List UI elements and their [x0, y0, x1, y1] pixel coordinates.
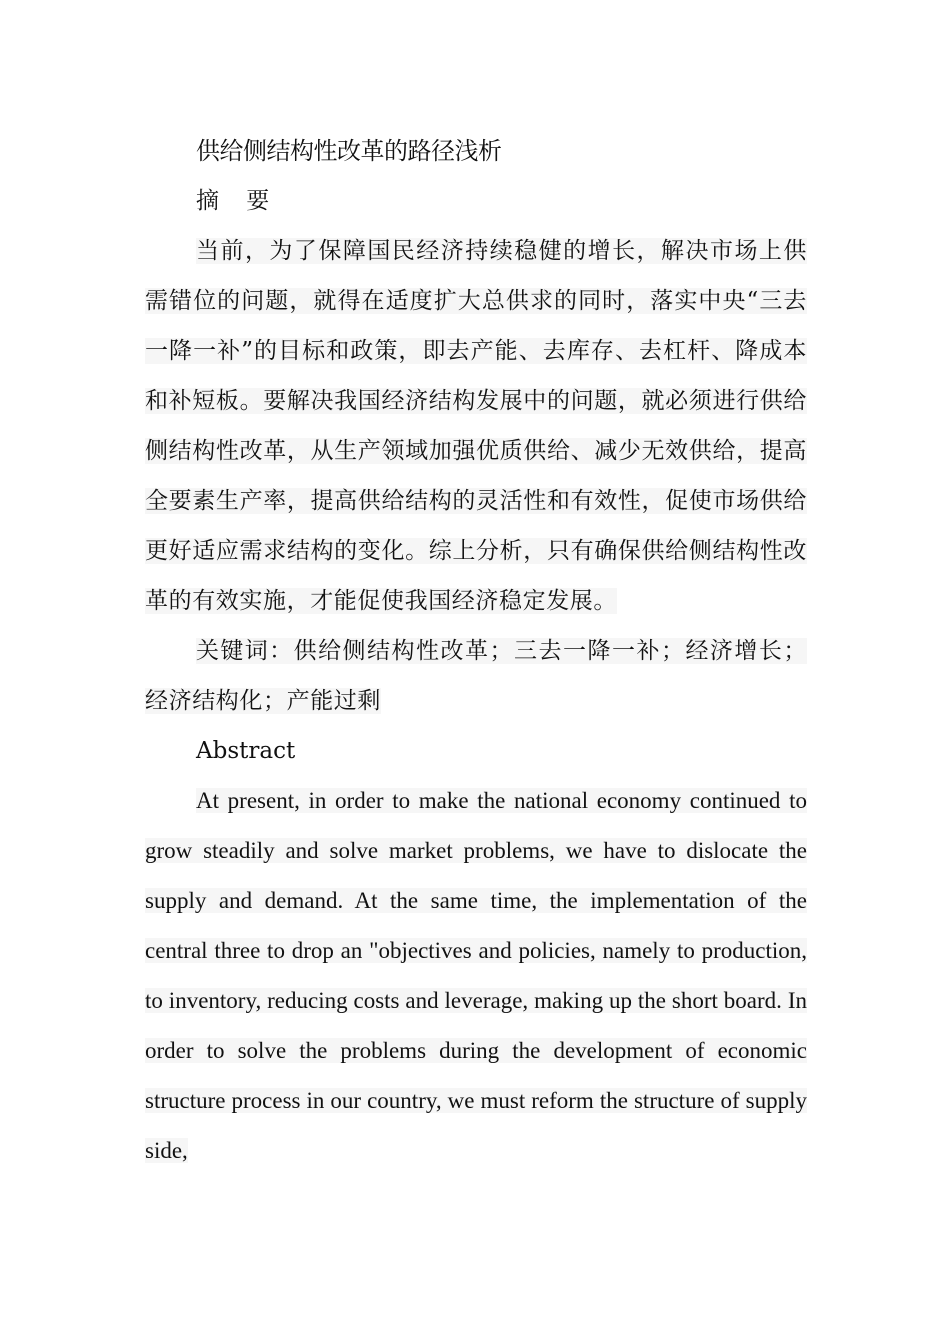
document-title: 供给侧结构性改革的路径浅析	[196, 137, 502, 165]
abstract-en-paragraph	[145, 776, 807, 1176]
abstract-en-heading: Abstract	[196, 738, 296, 764]
keywords-text: 供给侧结构性改革；三去一降一补；经济增长；经济结构化；产能过剩	[145, 638, 808, 714]
document-content	[145, 126, 807, 1176]
keywords-label: 关键词：	[196, 638, 294, 664]
keywords-paragraph	[145, 626, 807, 726]
abstract-en-text: At present, in order to make the national economy continued to grow steadily and solve market problems, we have to dislocate the supply and demand. At the same time, the implementation of the central three to drop an "objectives and policies, namely to production, to inventory, reducing costs and leverage, making up the short board. In order to solve the problems during the development of economic structure process in our country, we must reform the structure of supply side,	[145, 788, 807, 1163]
abstract-cn-text: 当前，为了保障国民经济持续稳健的增长，解决市场上供需错位的问题，就得在适度扩大总供求的同时，落实中央“三去一降一补”的目标和政策，即去产能、去库存、去杠杆、降成本和补短板。要解决我国经济结构发展中的问题，就必须进行供给侧结构性改革，从生产领域加强优质供给、减少无效供给，提高全要素生产率，提高供给结构的灵活性和有效性，促使市场供给更好适应需求结构的变化。综上分析，只有确保供给侧结构性改革的有效实施，才能促使我国经济稳定发展。	[145, 238, 807, 614]
keywords-highlight	[145, 638, 807, 714]
abstract-cn-paragraph	[145, 226, 807, 626]
abstract-cn-heading: 摘 要	[196, 188, 280, 214]
